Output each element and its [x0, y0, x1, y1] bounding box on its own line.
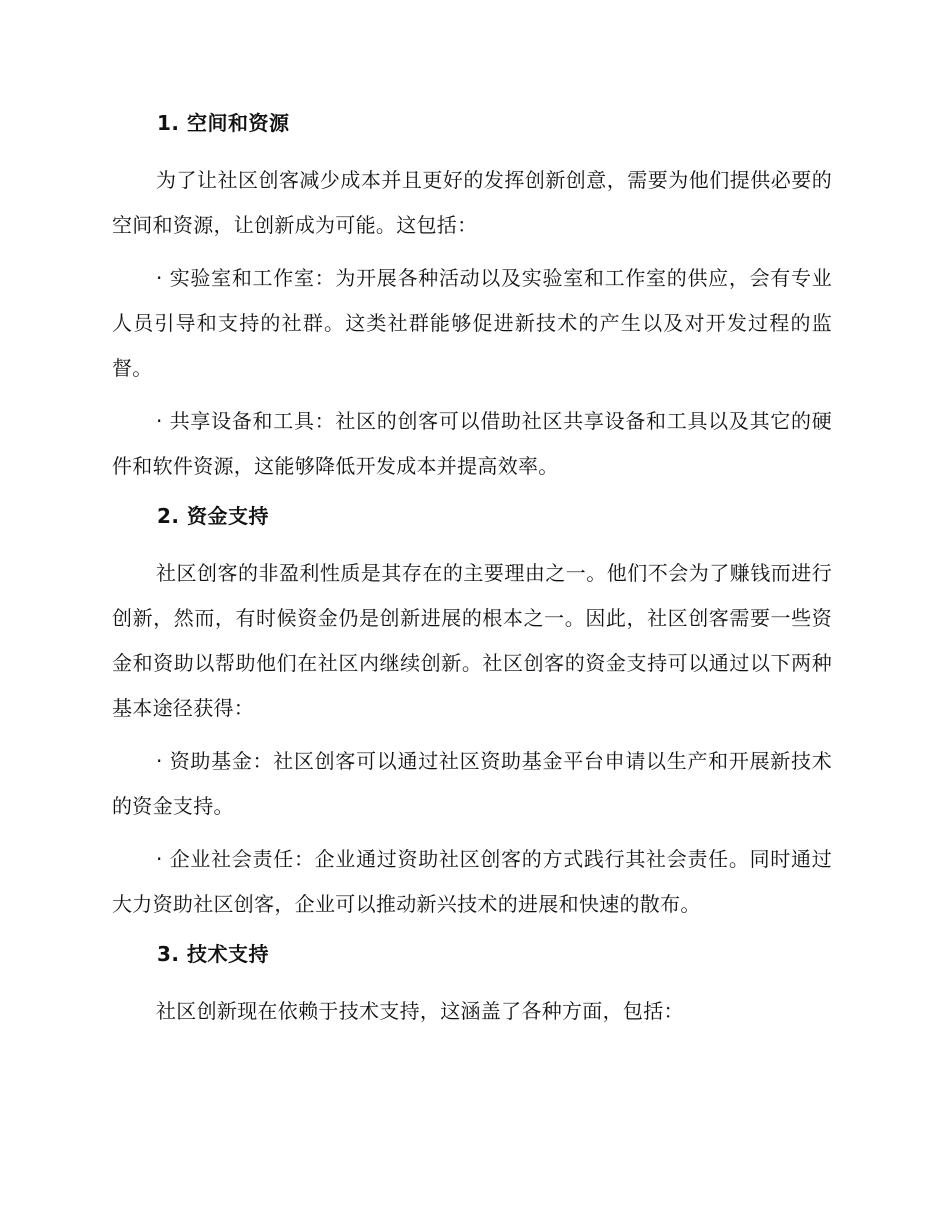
document-body	[112, 108, 832, 1034]
section-heading-funding: 2. 资金支持	[157, 504, 269, 528]
bullet-grant-fund: · 资助基金：社区创客可以通过社区资助基金平台申请以生产和开展新技术的资金支持。	[112, 749, 832, 818]
bullet-shared-equipment: · 共享设备和工具：社区的创客可以借助社区共享设备和工具以及其它的硬件和软件资源，这能够降低开发成本并提高效率。	[112, 409, 832, 478]
paragraph-intro-funding: 社区创客的非盈利性质是其存在的主要理由之一。他们不会为了赚钱而进行创新，然而，有时候资金仍是创新进展的根本之一。因此，社区创客需要一些资金和资助以帮助他们在社区内继续创新。社区创客的资金支持可以通过以下两种基本途径获得：	[112, 561, 832, 720]
section-heading-tech-support: 3. 技术支持	[157, 942, 269, 966]
section-heading-space-resources: 1. 空间和资源	[157, 111, 290, 135]
bullet-labs-studios: · 实验室和工作室：为开展各种活动以及实验室和工作室的供应，会有专业人员引导和支持的社群。这类社群能够促进新技术的产生以及对开发过程的监督。	[112, 266, 832, 380]
paragraph-intro-space: 为了让社区创客减少成本并且更好的发挥创新创意，需要为他们提供必要的空间和资源，让创新成为可能。这包括：	[112, 168, 832, 237]
paragraph-intro-tech: 社区创新现在依赖于技术支持，这涵盖了各种方面，包括：	[156, 999, 684, 1023]
bullet-corporate-responsibility: · 企业社会责任：企业通过资助社区创客的方式践行其社会责任。同时通过大力资助社区创客，企业可以推动新兴技术的进展和快速的散布。	[112, 847, 832, 916]
